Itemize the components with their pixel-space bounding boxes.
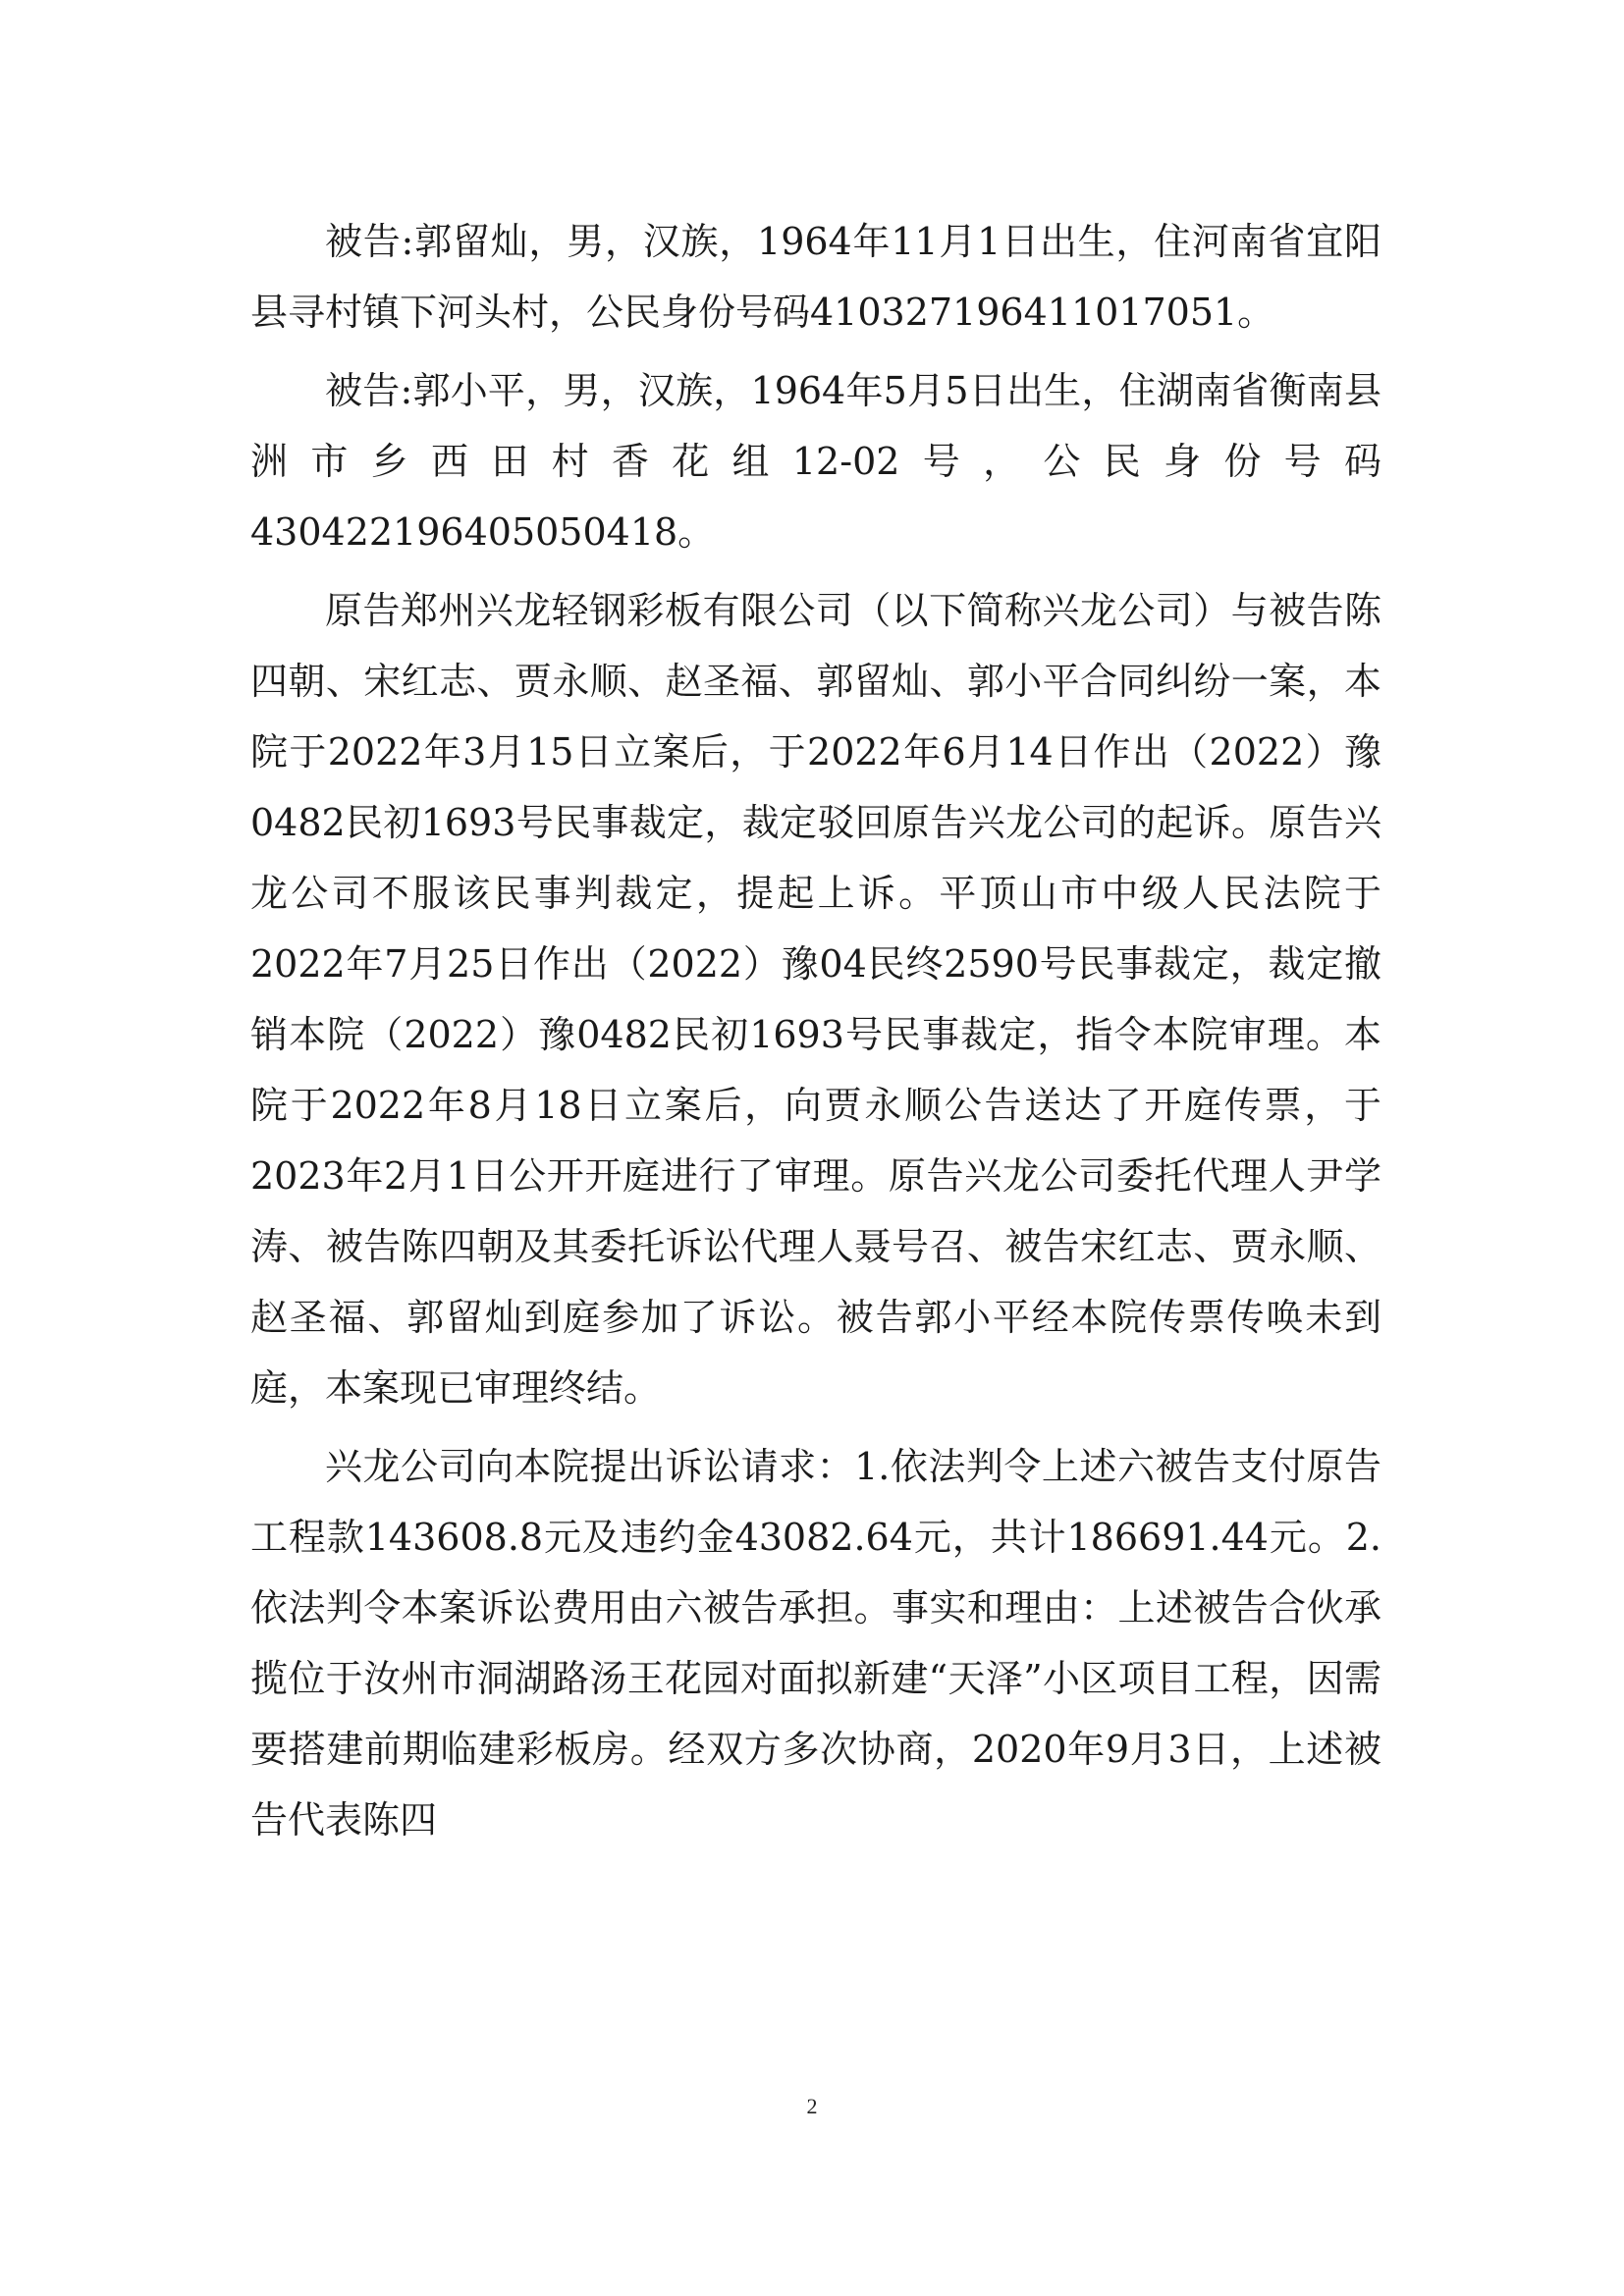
page-number: 2 <box>806 2094 818 2118</box>
paragraph-plaintiff-claims: 兴龙公司向本院提出诉讼请求：1.依法判令上述六被告支付原告工程款143608.8元及违约金43082.64元，共计186691.44元。2.依法判令本案诉讼费用由六被告承担。事实和理由：上述被告合伙承揽位于汝州市洞湖路汤王花园对面拟新建“天泽”小区项目工程，因需要搭建前期临建彩板房。经双方多次协商，2020年9月3日，上述被告代表陈四 <box>250 1445 1381 1842</box>
paragraph-defendant-guo-liucan: 被告:郭留灿，男，汉族，1964年11月1日出生，住河南省宜阳县寻村镇下河头村，公民身份号码410327196411017051。 <box>250 220 1381 334</box>
paragraph-defendant-guo-xiaoping: 被告:郭小平，男，汉族，1964年5月5日出生，住湖南省衡南县洲市乡西田村香花组12-02号，公民身份号码430422196405050418。 <box>250 369 1381 554</box>
document-body <box>250 206 1381 1863</box>
paragraph-case-history: 原告郑州兴龙轻钢彩板有限公司（以下简称兴龙公司）与被告陈四朝、宋红志、贾永顺、赵圣福、郭留灿、郭小平合同纠纷一案，本院于2022年3月15日立案后，于2022年6月14日作出（2022）豫0482民初1693号民事裁定，裁定驳回原告兴龙公司的起诉。原告兴龙公司不服该民事判裁定，提起上诉。平顶山市中级人民法院于2022年7月25日作出（2022）豫04民终2590号民事裁定，裁定撤销本院（2022）豫0482民初1693号民事裁定，指令本院审理。本院于2022年8月18日立案后，向贾永顺公告送达了开庭传票，于2023年2月1日公开开庭进行了审理。原告兴龙公司委托代理人尹学涛、被告陈四朝及其委托诉讼代理人聂号召、被告宋红志、贾永顺、赵圣福、郭留灿到庭参加了诉讼。被告郭小平经本院传票传唤未到庭，本案现已审理终结。 <box>250 589 1381 1410</box>
